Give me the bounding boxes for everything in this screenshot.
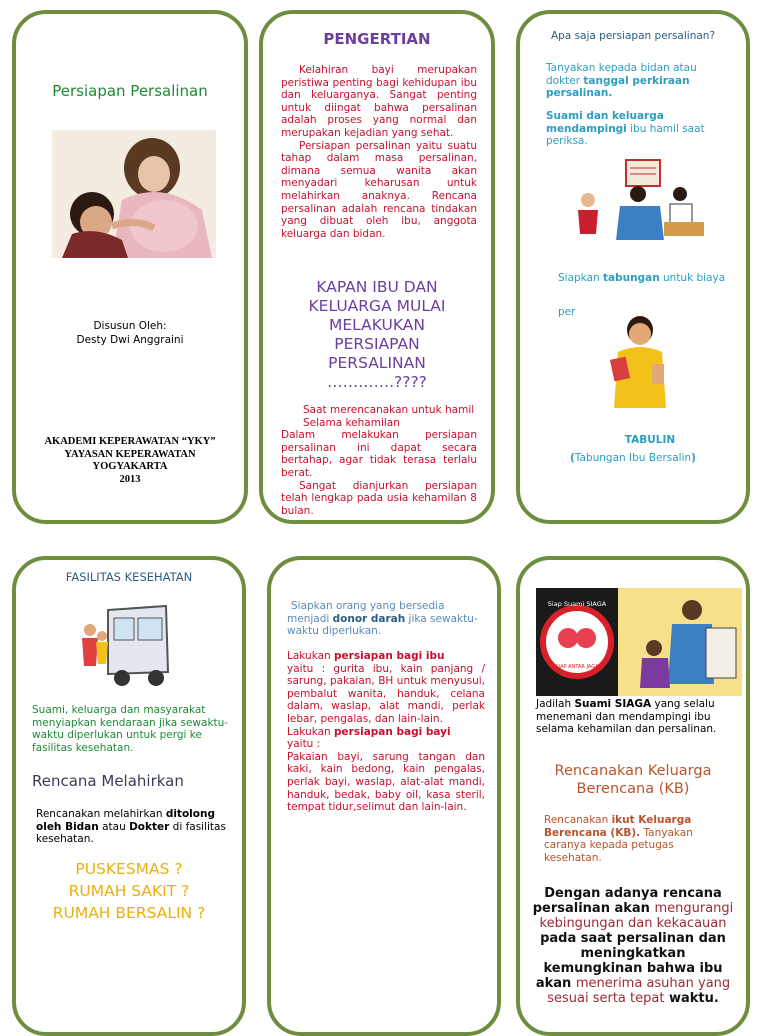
cover-title: Persiapan Persalinan <box>52 82 208 100</box>
bayi-intro <box>287 726 485 739</box>
institution-block <box>16 436 244 486</box>
institution-line: YOGYAKARTA <box>92 461 168 472</box>
author-name: Desty Dwi Anggraini <box>76 334 184 346</box>
institution-line: 2013 <box>119 473 141 485</box>
checkup-illustration <box>568 154 708 248</box>
fasilitas-heading: FASILITAS KESEHATAN <box>65 570 193 584</box>
item-savings-text: Siapkan <box>558 272 604 284</box>
logo-text-top: Siap Suami SIAGA <box>547 600 607 608</box>
tabulin-label: TABULIN <box>624 434 676 446</box>
kb-heading-line-2: Berencana (KB) <box>576 781 690 797</box>
pengertian-para-2: Persiapan persalinan yaitu suatu tahap dalam masa persalinan, dimana semua wanita akan menyadari keharusan untuk melahirkan anaknya. Rencana persalinan adalah rencana tindakan yang dibuat oleh ibu, anggota keluarga dan bidan. <box>281 139 477 240</box>
question-line: KAPAN IBU DAN <box>316 278 438 296</box>
item-savings <box>558 272 728 285</box>
question-line: MELAKUKAN <box>329 316 425 334</box>
bayi-list: Pakaian bayi, sarung tangan dan kaki, kain bedong, kain pengalas, perlak bayi, waslap, alat-alat mandi, handuk, bedak, baby oil, kasa steril, tempat tidur,selimut dan lain-lain. <box>287 750 485 814</box>
facility-option: RUMAH SAKIT ? <box>68 882 190 900</box>
item-due-date <box>546 62 732 100</box>
pregnant-couple-photo <box>52 130 216 258</box>
item-companion-text: ibu hamil saat periksa. <box>546 122 705 148</box>
kb-para <box>544 814 734 864</box>
bayi-bold: persiapan bagi bayi <box>334 725 451 738</box>
institution-line: AKADEMI KEPERAWATAN “YKY” <box>44 436 216 447</box>
ibu-intro <box>287 650 485 663</box>
logo-text-bottom: SIAP ANTAR JAGA <box>555 664 599 670</box>
kb-heading <box>520 762 746 798</box>
panel-persiapan-barang <box>267 556 501 1036</box>
timing-body <box>281 404 477 517</box>
rencana-bold-dokter: Dokter <box>129 820 170 833</box>
tabulin-full <box>520 452 746 464</box>
closing-statement <box>532 886 734 1006</box>
donor-bold: donor darah <box>332 612 406 625</box>
man-with-money-illustration <box>600 312 684 408</box>
siaga-para <box>536 698 740 736</box>
timing-para-4: Sangat dianjurkan persiapan telah lengkap pada usia kehamilan 8 bulan. <box>281 479 477 517</box>
timing-bullet-2: Selama kehamilan <box>303 416 400 429</box>
rencana-text-a: Rencanakan melahirkan <box>36 808 166 820</box>
siaga-text-a: Jadilah <box>536 698 575 710</box>
institution-line: YAYASAN KEPERAWATAN <box>64 448 196 460</box>
tabulin-paren-close: ) <box>691 452 696 464</box>
rencana-text-e: di fasilitas kesehatan. <box>36 820 226 846</box>
item-companion-bold: Suami dan keluarga mendampingi <box>546 110 664 135</box>
question-heading <box>273 278 481 392</box>
item-companion <box>546 110 732 148</box>
kb-bold: ikut Keluarga Berencana (KB). <box>544 814 692 839</box>
facility-option: RUMAH BERSALIN ? <box>52 904 206 922</box>
kb-heading-line-1: Rencanakan Keluarga <box>554 763 712 779</box>
rencana-bold-bidan: ditolong oleh Bidan <box>36 808 215 833</box>
ibu-section <box>287 650 485 814</box>
bayi-yaitu: yaitu : <box>287 738 321 751</box>
bayi-text-a: Lakukan <box>287 725 335 738</box>
donor-text-a: Siapkan orang yang bersedia menjadi <box>287 600 445 625</box>
tabulin-paren-open: ( <box>570 452 575 464</box>
panel-fasilitas <box>12 556 246 1036</box>
siaga-illustration <box>536 588 742 696</box>
timing-para-3: Dalam melakukan persiapan persalinan ini dapat secara bertahap, agar tidak terasa terlalu berat. <box>281 429 477 479</box>
closing-text-3: pada saat persalinan dan meningkatkan kemungkinan bahwa ibu akan <box>535 931 726 991</box>
closing-text-5: waktu. <box>664 991 719 1006</box>
question-line: PERSALINAN <box>328 354 426 372</box>
facility-options <box>16 858 242 924</box>
question-line: ………….???? <box>327 373 427 391</box>
item-savings-bold: tabungan <box>603 272 660 284</box>
fasilitas-para: Suami, keluarga dan masyarakat menyiapkan kendaraan jika sewaktu-waktu diperlukan untuk pergi ke fasilitas kesehatan. <box>32 704 229 754</box>
siaga-bold: Suami SIAGA <box>574 698 652 710</box>
pengertian-body <box>281 64 477 240</box>
panel-siaga-kb <box>516 556 750 1036</box>
ibu-bold: persiapan bagi ibu <box>334 650 445 662</box>
pengertian-para-1: Kelahiran bayi merupakan peristiwa penting bagi kehidupan ibu dan keluarganya. Sangat penting untuk diingat bahwa persalinan adalah proses yang normal dan merupakan kejadian yang sehat. <box>281 64 477 139</box>
item-due-date-text: Tanyakan kepada bidan atau dokter <box>546 62 697 87</box>
item-savings-text-2: untuk biaya <box>659 272 726 284</box>
ibu-text-a: Lakukan <box>287 650 335 662</box>
vehicle-illustration <box>74 600 170 688</box>
question-line: PERSIAPAN <box>334 335 420 353</box>
siaga-text-c: yang selalu menemani dan mendampingi ibu selama kehamilan dan persalinan. <box>536 698 717 736</box>
panel-persiapan <box>516 10 750 524</box>
item-savings-per: per <box>558 306 576 318</box>
rencana-text-c: atau <box>98 820 130 833</box>
facility-option: PUSKESMAS ? <box>75 860 183 878</box>
closing-text-1: Dengan adanya rencana persalinan akan <box>532 886 722 916</box>
pengertian-heading: PENGERTIAN <box>323 30 431 48</box>
kb-text-c: Tanyakan caranya kepada petugas kesehatan. <box>544 826 693 864</box>
closing-highlight-2: menerima asuhan yang sesuai serta tepat <box>547 976 731 1006</box>
persiapan-question: Apa saja persiapan persalinan? <box>550 30 716 42</box>
item-due-date-bold: tanggal perkiraan persalinan. <box>546 74 690 100</box>
author-label: Disusun Oleh: <box>93 320 167 332</box>
closing-highlight-1: mengurangi kebingungan dan kekacauan <box>539 901 734 931</box>
panel-cover <box>12 10 248 524</box>
donor-para <box>287 600 487 638</box>
question-line: KELUARGA MULAI <box>308 297 446 315</box>
donor-text-c: jika sewaktu-waktu diperlukan. <box>287 612 478 638</box>
timing-bullet-1: Saat merencanakan untuk hamil <box>303 404 475 416</box>
panel-pengertian <box>259 10 495 524</box>
rencana-melahirkan-heading: Rencana Melahirkan <box>32 772 184 790</box>
kb-text-a: Rencanakan <box>544 814 612 826</box>
tabulin-full-text: Tabungan Ibu Bersalin <box>574 452 692 464</box>
rencana-melahirkan-para <box>32 808 236 846</box>
ibu-list: yaitu : gurita ibu, kain panjang / sarung, pakaian, BH untuk menyusui, pembalut wanita, handuk, celana dalam, waslap, alat mandi, perlak lebar, pengalas, dan lain-lain. <box>287 662 485 725</box>
